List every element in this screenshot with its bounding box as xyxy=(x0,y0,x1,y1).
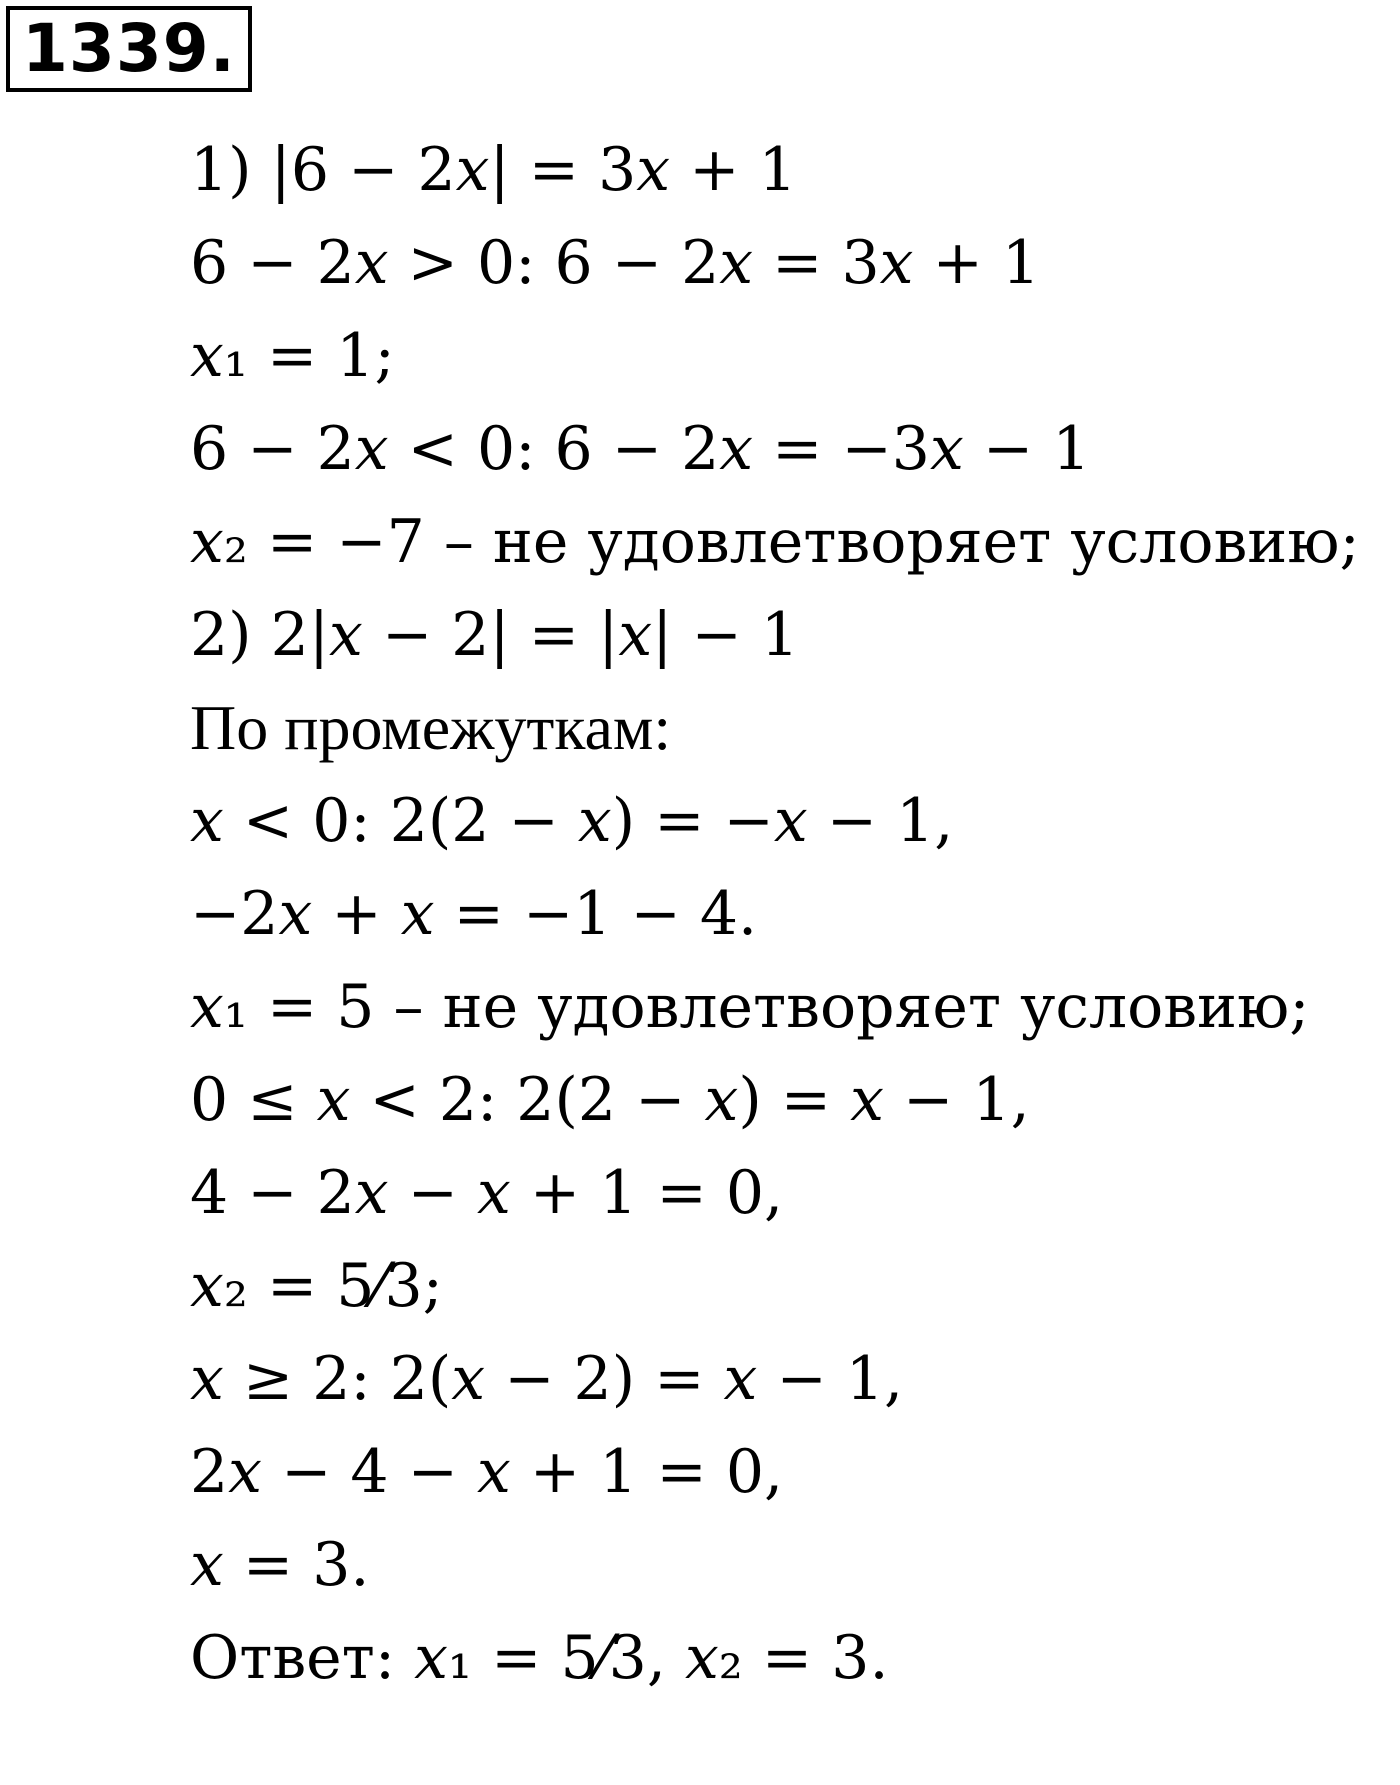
solution-line: 0 ≤ 𝑥 < 2: 2(2 − 𝑥) = 𝑥 − 1, xyxy=(190,1065,1030,1135)
solution-line: 2) 2|𝑥 − 2| = |𝑥| − 1 xyxy=(190,600,799,670)
solution-line: 𝑥₁ = 5 – не удовлетворяет условию; xyxy=(190,972,1310,1042)
solution-line: 4 − 2𝑥 − 𝑥 + 1 = 0, xyxy=(190,1158,784,1228)
solution-line: 𝑥₁ = 1; xyxy=(190,321,395,391)
solution-line: 𝑥₂ = −7 – не удовлетворяет условию; xyxy=(190,507,1360,577)
solution-line: 1) |6 − 2𝑥| = 3𝑥 + 1 xyxy=(190,135,797,205)
solution-line: 𝑥 < 0: 2(2 − 𝑥) = −𝑥 − 1, xyxy=(190,786,954,856)
solution-line: 𝑥 ≥ 2: 2(𝑥 − 2) = 𝑥 − 1, xyxy=(190,1344,904,1414)
solution-line: 6 − 2𝑥 < 0: 6 − 2𝑥 = −3𝑥 − 1 xyxy=(190,414,1091,484)
solution-line: По промежуткам: xyxy=(190,692,672,763)
solution-line: 6 − 2𝑥 > 0: 6 − 2𝑥 = 3𝑥 + 1 xyxy=(190,228,1041,298)
solution-line: −2𝑥 + 𝑥 = −1 − 4. xyxy=(190,879,758,949)
problem-number: 1339. xyxy=(6,6,252,92)
solution-line: 𝑥₂ = 5⁄3; xyxy=(190,1251,443,1321)
solution-line: 2𝑥 − 4 − 𝑥 + 1 = 0, xyxy=(190,1437,784,1507)
answer-line: Ответ: 𝑥₁ = 5⁄3, 𝑥₂ = 3. xyxy=(190,1623,889,1693)
solution-line: 𝑥 = 3. xyxy=(190,1530,370,1600)
